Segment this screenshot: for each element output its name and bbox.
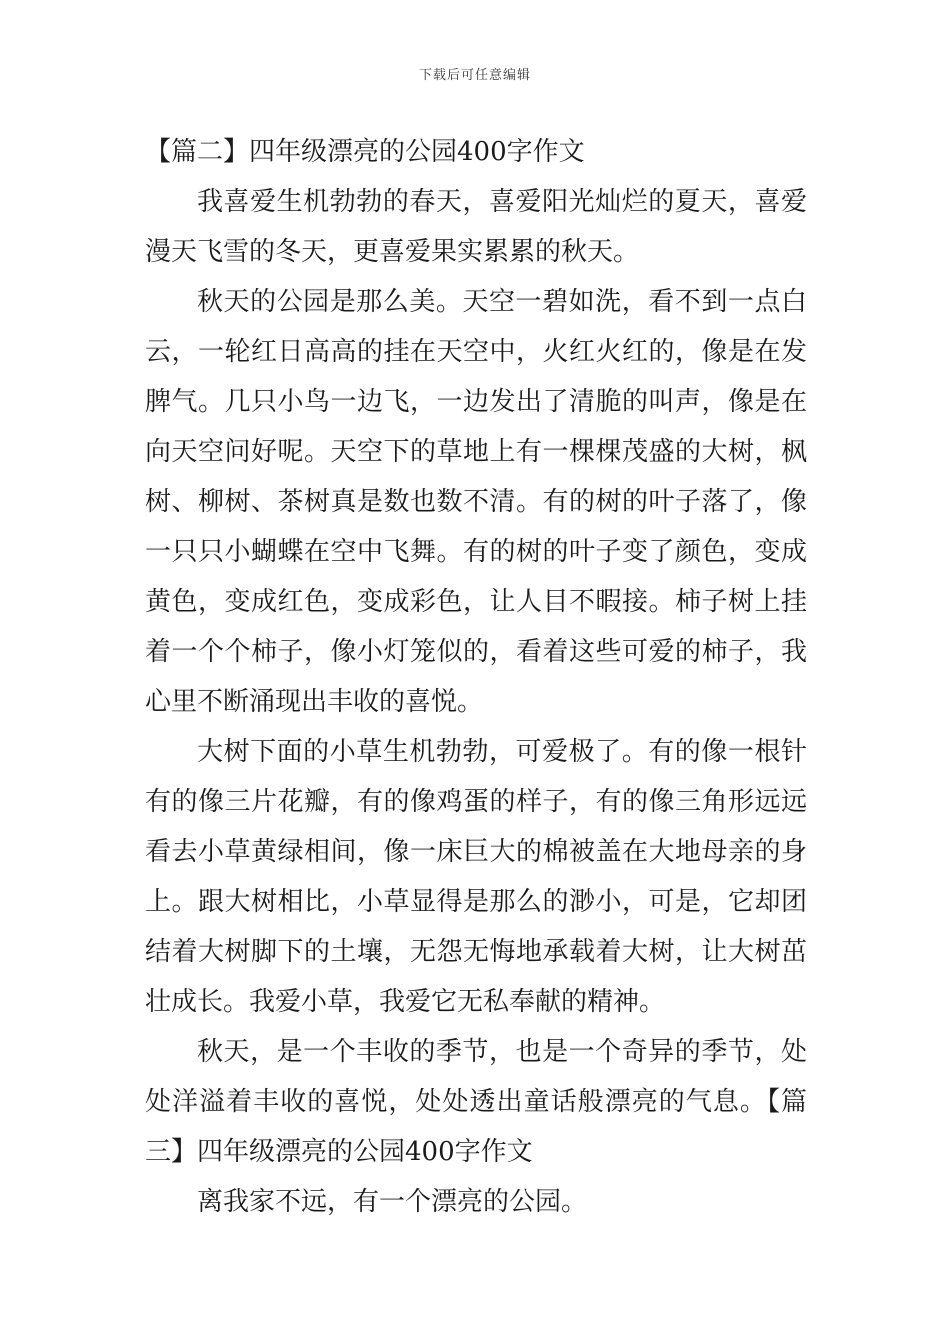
paragraph-2: 秋天的公园是那么美。天空一碧如洗，看不到一点白云，一轮红日高高的挂在天空中，火红火红的，像是在发脾气。几只小鸟一边飞，一边发出了清脆的叫声，像是在向天空问好呢。天空下的草地上有一棵棵茂盛的大树，枫树、柳树、茶树真是数也数不清。有的树的叶子落了，像一只只小蝴蝶在空中飞舞。有的树的叶子变了颜色，变成黄色，变成红色，变成彩色，让人目不暇接。柿子树上挂着一个个柿子，像小灯笼似的，看着这些可爱的柿子，我心里不断涌现出丰收的喜悦。 <box>145 287 807 717</box>
paragraph-3: 大树下面的小草生机勃勃，可爱极了。有的像一根针有的像三片花瓣，有的像鸡蛋的样子，有的像三角形远远看去小草黄绿相间，像一床巨大的棉被盖在大地母亲的身上。跟大树相比，小草显得是那么的渺小，可是，它却团结着大树脚下的土壤，无怨无悔地承载着大树，让大树茁壮成长。我爱小草，我爱它无私奉献的精神。 <box>145 737 807 1017</box>
article-body <box>145 127 807 1227</box>
paragraph-4: 秋天，是一个丰收的季节，也是一个奇异的季节，处处洋溢着丰收的喜悦，处处透出童话般漂亮的气息。【篇三】四年级漂亮的公园400字作文 <box>145 1037 807 1167</box>
paragraph-1: 我喜爱生机勃勃的春天，喜爱阳光灿烂的夏天，喜爱漫天飞雪的冬天，更喜爱果实累累的秋天。 <box>145 187 807 267</box>
page-header: 下载后可任意编辑 <box>418 68 531 83</box>
article-heading: 【篇二】四年级漂亮的公园400字作文 <box>145 137 585 167</box>
paragraph-5: 离我家不远，有一个漂亮的公园。 <box>197 1187 588 1217</box>
